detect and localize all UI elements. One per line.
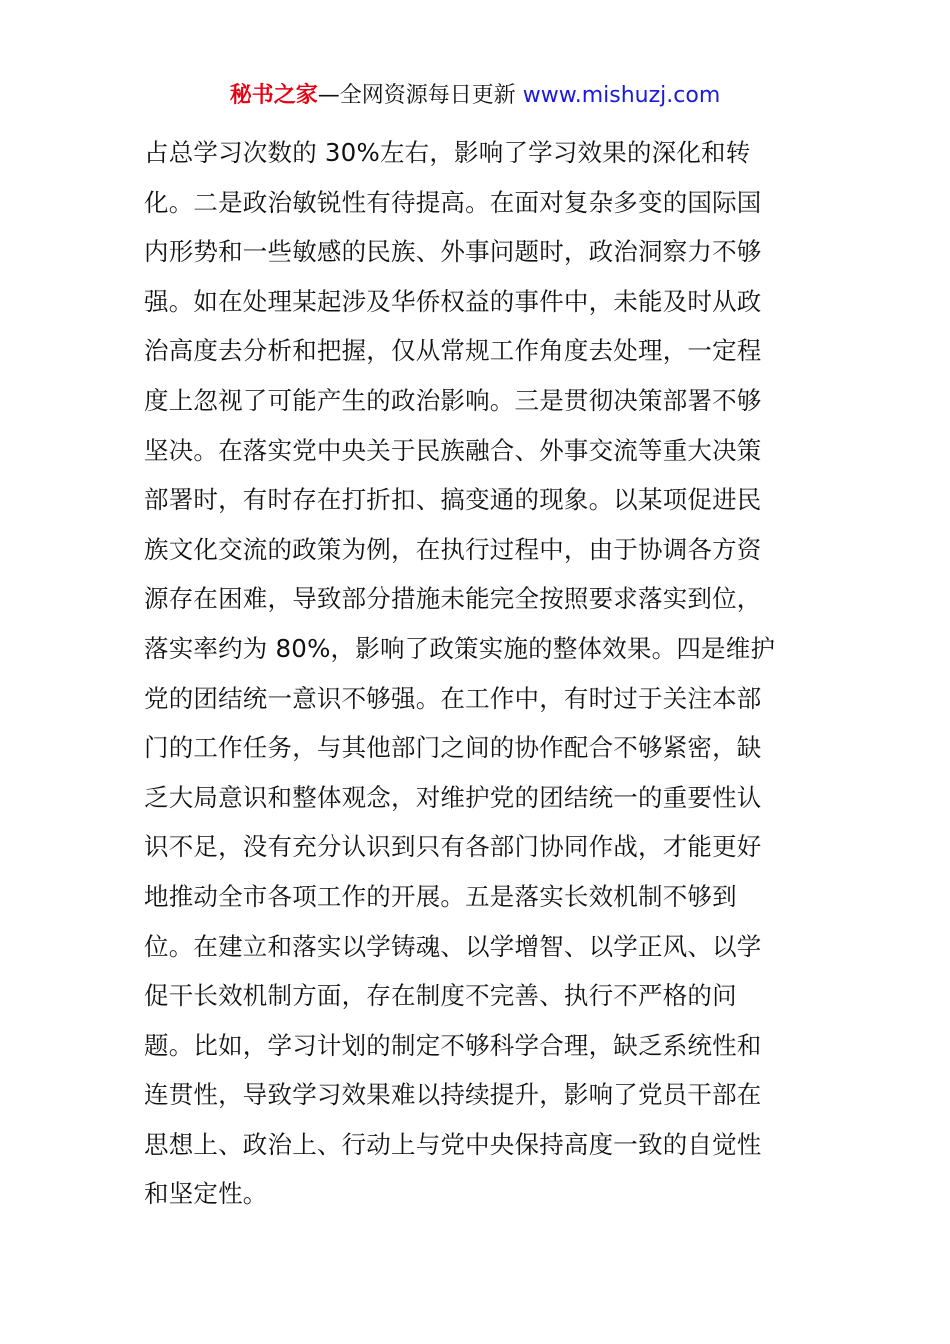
page-header — [0, 80, 950, 112]
text-line: 度上忽视了可能产生的政治影响。三是贯彻决策部署不够 — [144, 385, 762, 415]
text-line: 门的工作任务，与其他部门之间的协作配合不够紧密，缺 — [144, 733, 762, 763]
text-line: 促干长效机制方面，存在制度不完善、执行不严格的问 — [144, 981, 737, 1011]
text-line: 党的团结统一意识不够强。在工作中，有时过于关注本部 — [144, 683, 762, 713]
text-line: 位。在建立和落实以学铸魂、以学增智、以学正风、以学 — [144, 931, 762, 961]
text-line: 和坚定性。 — [144, 1179, 268, 1209]
text-line: 思想上、政治上、行动上与党中央保持高度一致的自觉性 — [144, 1129, 762, 1159]
site-brand: 秘书之家 — [229, 83, 318, 108]
text-line: 题。比如，学习计划的制定不够科学合理，缺乏系统性和 — [144, 1030, 762, 1060]
site-tagline: —全网资源每日更新 — [317, 83, 523, 108]
text-line: 强。如在处理某起涉及华侨权益的事件中，未能及时从政 — [144, 286, 762, 316]
text-line: 坚决。在落实党中央关于民族融合、外事交流等重大决策 — [144, 435, 762, 465]
text-line: 落实率约为 80%，影响了政策实施的整体效果。四是维护 — [144, 633, 776, 663]
text-line: 治高度去分析和把握，仅从常规工作角度去处理，一定程 — [144, 336, 762, 366]
text-line: 部署时，有时存在打折扣、搞变通的现象。以某项促进民 — [144, 485, 762, 515]
text-line: 化。二是政治敏锐性有待提高。在面对复杂多变的国际国 — [144, 187, 762, 217]
text-line: 族文化交流的政策为例，在执行过程中，由于协调各方资 — [144, 534, 762, 564]
text-line: 地推动全市各项工作的开展。五是落实长效机制不够到 — [144, 881, 737, 911]
text-line: 乏大局意识和整体观念，对维护党的团结统一的重要性认 — [144, 782, 762, 812]
text-line: 占总学习次数的 30%左右，影响了学习效果的深化和转 — [144, 138, 751, 167]
text-line: 识不足，没有充分认识到只有各部门协同作战，才能更好 — [144, 832, 762, 862]
text-line: 内形势和一些敏感的民族、外事问题时，政治洞察力不够 — [144, 237, 762, 267]
site-url: www.mishuzj.com — [522, 83, 721, 108]
body-paragraph — [144, 128, 808, 1219]
text-line: 连贯性，导致学习效果难以持续提升，影响了党员干部在 — [144, 1080, 762, 1110]
text-line: 源存在困难，导致部分措施未能完全按照要求落实到位， — [144, 584, 762, 614]
